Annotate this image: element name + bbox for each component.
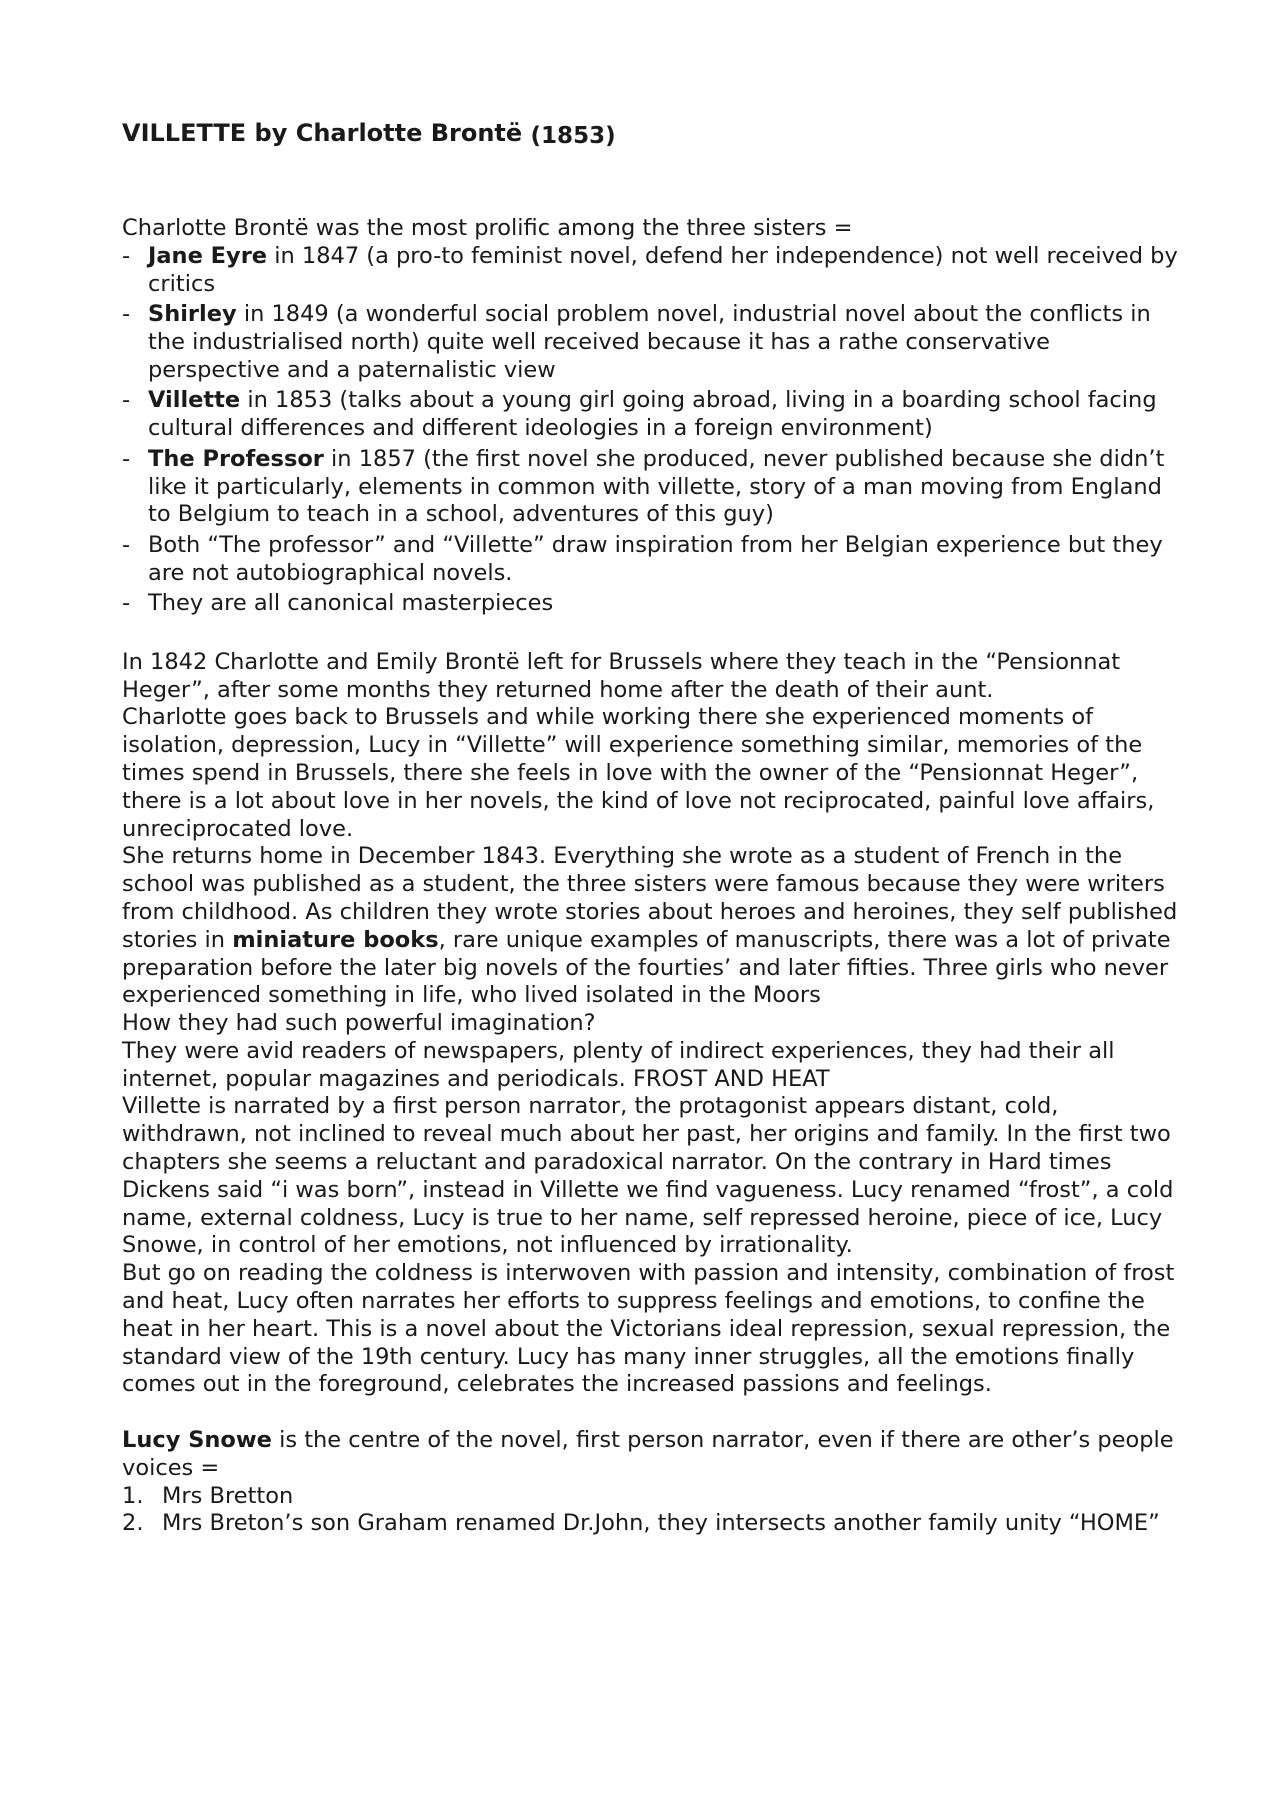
paragraph: How they had such powerful imagination?: [122, 1010, 596, 1037]
list-item: - Villette in 1853 (talks about a young girl going abroad, living in a boarding school facing cultural differences and different ideologies in a foreign environment): [122, 387, 1157, 442]
document-page: [122, 118, 1182, 1538]
paragraph: But go on reading the coldness is interwoven with passion and intensity, combination of frost and heat, Lucy often narrates her efforts to suppress feelings and emotions, to confine the heat in her heart. This is a novel about the Victorians ideal repression, sexual repression, the standard view of the 19th century. Lucy has many inner struggles, all the emotions finally comes out in the foreground, celebrates the increased passions and feelings.: [122, 1260, 1175, 1398]
list-item: - Both “The professor” and “Villette” draw inspiration from her Belgian experience but they are not autobiographical novels.: [122, 531, 1163, 586]
paragraph: They were avid readers of newspapers, plenty of indirect experiences, they had their all internet, popular magazines and periodicals. FROST AND HEAT: [122, 1037, 1115, 1092]
list-item: 1. Mrs Bretton: [122, 1482, 294, 1509]
list-item: - The Professor in 1857 (the first novel she produced, never published because she didn’t like it particularly, elements in common with villette, story of a man moving from England to Belgium to teach in a school, adventures of this guy): [122, 445, 1165, 528]
bold-term: Lucy Snowe: [122, 1427, 272, 1454]
paragraph: In 1842 Charlotte and Emily Brontë left for Brussels where they teach in the “Pensionnat Heger”, after some months they returned home after the death of their aunt.: [122, 648, 1121, 703]
intro-line: Charlotte Brontë was the most prolific among the three sisters =: [122, 215, 853, 241]
title-year: (1853): [530, 123, 616, 149]
voices-list: [122, 1483, 1182, 1539]
paragraph: She returns home in December 1843. Everything she wrote as a student of French in the school was published as a student, the three sisters were famous because they were writers from childhood. As children they wrote stories about heroes and heroines, they self published stories in miniature books, rare unique examples of manuscripts, there was a lot of private preparation before the later big novels of the fourties’ and later fifties. Three girls who never experienced something in life, who lived isolated in the Moors: [122, 843, 1178, 1009]
list-item: - Shirley in 1849 (a wonderful social problem novel, industrial novel about the conflicts in the industrialised north) quite well received because it has a rathe conservative perspective and a paternalistic view: [122, 301, 1151, 383]
document-title: VILLETTE by Charlotte Brontë (1853): [122, 119, 616, 149]
bold-term: miniature books: [232, 926, 439, 953]
paragraph: Charlotte goes back to Brussels and while working there she experienced moments of isolation, depression, Lucy in “Villette” will experience something similar, memories of the times spend in Brussels, there she feels in love with the owner of the “Pensionnat Heger”, there is a lot about love in her novels, the kind of love not reciprocated, painful love affairs, unreciprocated love.: [122, 704, 1155, 842]
list-item: - Jane Eyre in 1847 (a pro-to feminist novel, defend her independence) not well received by critics: [122, 242, 1178, 297]
list-item: 2. Mrs Breton’s son Graham renamed Dr.John, they intersects another family unity “HOME”: [122, 1510, 1160, 1537]
paragraph: Lucy Snowe is the centre of the novel, first person narrator, even if there are other’s people voices =: [122, 1427, 1174, 1481]
works-list: [122, 243, 1182, 618]
title-e-char: ë: [505, 119, 523, 147]
list-item: - They are all canonical masterpieces: [122, 590, 554, 617]
paragraph: Villette is narrated by a first person narrator, the protagonist appears distant, cold, withdrawn, not inclined to reveal much about her past, her origins and family. In the first two chapters she seems a reluctant and paradoxical narrator. On the contrary in Hard times Dickens said “i was born”, instead in Villette we find vagueness. Lucy renamed “frost”, a cold name, external coldness, Lucy is true to her name, self repressed heroine, piece of ice, Lucy Snowe, in control of her emotions, not influenced by irrationality.: [122, 1093, 1174, 1259]
